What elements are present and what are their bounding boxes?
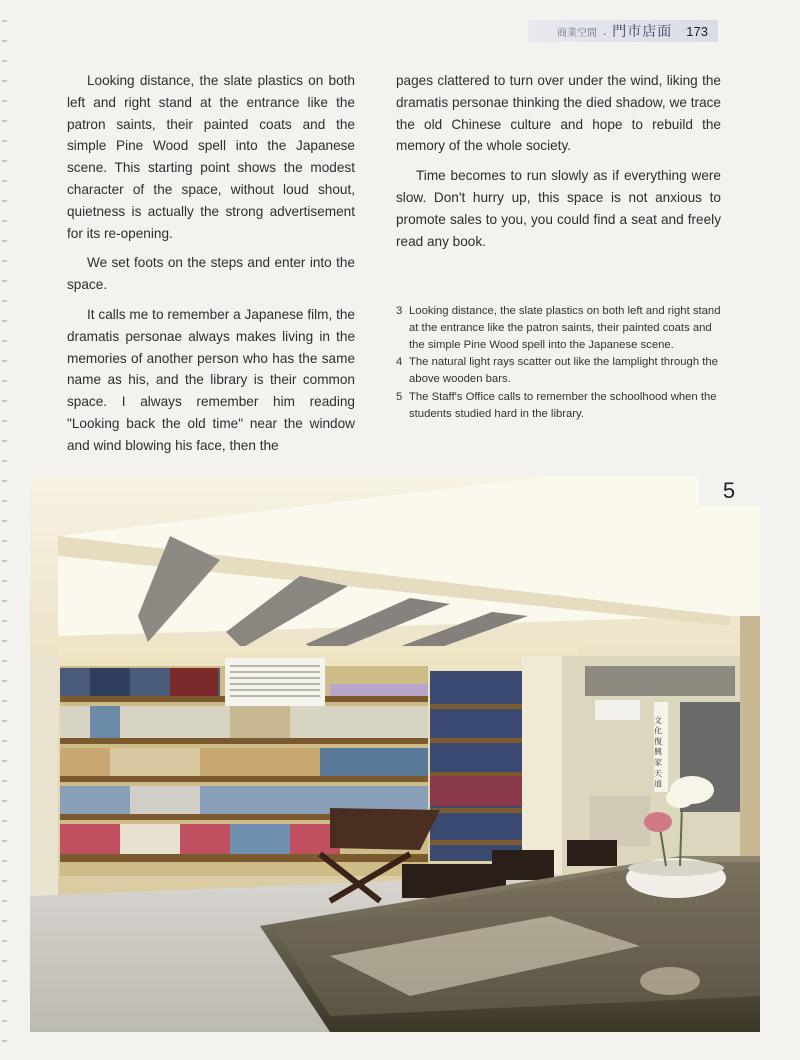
running-header (528, 20, 718, 42)
caption-item (396, 303, 721, 353)
paragraph: Looking distance, the slate plastics on both left and right stand at the entrance like the patron saints, their painted coats and the simple Pine Wood spell into the Japanese scene. This starting point shows the modest character of the space, without loud shout, quietness is actually the strong advertisement for its re-opening. (67, 73, 355, 241)
caption-number: 4 (396, 356, 403, 369)
library-interior-photo (30, 476, 760, 1032)
caption-text: The Staff's Office calls to remember the schoolhood when the students studied hard in the library. (409, 390, 717, 420)
caption-text: The natural light rays scatter out like the lamplight through the above wooden bars. (409, 356, 718, 386)
caption-text: Looking distance, the slate plastics on both left and right stand at the entrance like the patron saints, their painted coats and the simple Pine Wood spell into the Japanese scene. (409, 305, 721, 351)
caption-number: 5 (396, 390, 403, 403)
paragraph: pages clattered to turn over under the wind, liking the dramatis personae thinking the died shadow, we trace the old Chinese culture and hope to rebuild the memory of the whole society. (396, 73, 721, 154)
photo-illustration (30, 476, 760, 1032)
body-column-right (396, 70, 721, 260)
caption-item (396, 354, 721, 388)
paragraph: We set foots on the steps and enter into the space. (67, 255, 355, 293)
header-separator: . (602, 24, 607, 38)
caption-item (396, 389, 721, 423)
figure-number: 5 (698, 476, 760, 506)
section-label: 商業空間 (556, 27, 597, 39)
binding-edge (0, 0, 10, 1060)
caption-number: 3 (396, 305, 403, 317)
section-title: 門市店面 (612, 24, 673, 40)
page-number: 173 (686, 23, 708, 39)
calligraphy-scroll-text: 文 化 復 興 家 天 道 (653, 716, 663, 788)
body-column-left (67, 70, 355, 465)
paragraph: It calls me to remember a Japanese film, the dramatis personae always makes living in the memories of another person who has the same name as his, and the library is their common space. I always remember him reading "Looking back the old time" near the window and wind blowing his face, then the (67, 306, 355, 453)
figure-captions (396, 303, 721, 424)
paragraph: Time becomes to run slowly as if everything were slow. Don't hurry up, this space is not anxious to promote sales to you, you could find a seat and freely read any book. (396, 168, 721, 249)
